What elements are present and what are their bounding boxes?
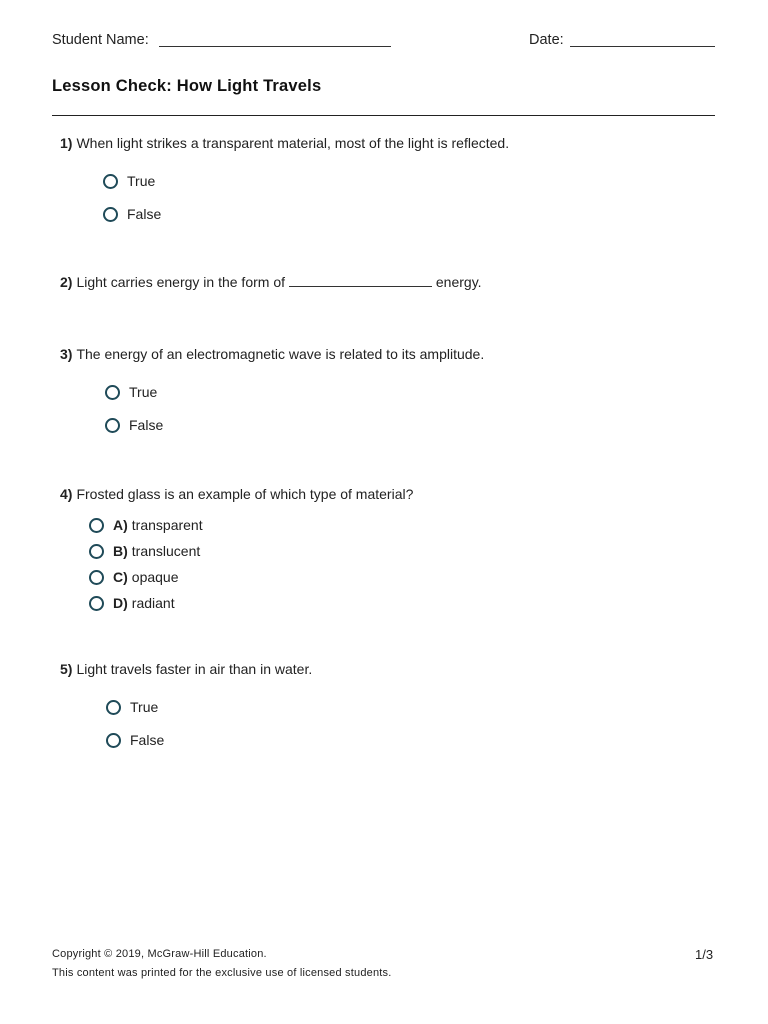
option-letter: C) [113, 569, 128, 585]
option-label: translucent [131, 543, 201, 559]
q1-option-false[interactable] [103, 206, 161, 222]
student-name-field[interactable] [159, 46, 391, 47]
radio-button[interactable] [103, 174, 118, 189]
option-label: False [129, 417, 164, 433]
q3-option-false[interactable] [105, 417, 163, 433]
radio-button[interactable] [89, 518, 104, 533]
radio-button[interactable] [89, 596, 104, 611]
question-text-after: energy. [435, 274, 482, 290]
date-field[interactable] [570, 46, 715, 47]
date-label: Date: [529, 32, 564, 48]
option-letter: D) [113, 595, 128, 611]
radio-button[interactable] [105, 385, 120, 400]
question-number: 1) [60, 135, 73, 151]
question-text-before: Light carries energy in the form of [76, 274, 285, 290]
page-title: Lesson Check: How Light Travels [52, 77, 322, 95]
option-label: False [127, 206, 162, 222]
page-number: 1/3 [695, 947, 714, 962]
radio-button[interactable] [106, 733, 121, 748]
q5-option-true[interactable] [106, 699, 158, 715]
question-number: 5) [60, 661, 73, 677]
question-3 [60, 346, 484, 362]
option-label: radiant [131, 595, 175, 611]
question-text: The energy of an electromagnetic wave is related to its amplitude. [76, 346, 485, 362]
fill-in-blank[interactable] [289, 274, 432, 287]
radio-button[interactable] [89, 570, 104, 585]
option-letter: A) [113, 517, 128, 533]
title-divider [52, 115, 715, 116]
radio-button[interactable] [106, 700, 121, 715]
q4-option-c[interactable] [89, 569, 179, 585]
q4-option-d[interactable] [89, 595, 175, 611]
q4-option-b[interactable] [89, 543, 200, 559]
student-name-label: Student Name: [52, 32, 149, 48]
question-number: 2) [60, 274, 73, 290]
question-number: 3) [60, 346, 73, 362]
question-text: Frosted glass is an example of which type of material? [76, 486, 414, 502]
question-2 [60, 274, 482, 290]
question-5 [60, 661, 312, 677]
option-label: True [127, 173, 156, 189]
radio-button[interactable] [105, 418, 120, 433]
option-label: True [130, 699, 159, 715]
radio-button[interactable] [89, 544, 104, 559]
question-1 [60, 135, 509, 151]
q1-option-true[interactable] [103, 173, 155, 189]
q3-option-true[interactable] [105, 384, 157, 400]
q5-option-false[interactable] [106, 732, 164, 748]
option-letter: B) [113, 543, 128, 559]
question-text: Light travels faster in air than in water. [76, 661, 313, 677]
license-notice: This content was printed for the exclusive use of licensed students. [52, 967, 392, 979]
question-number: 4) [60, 486, 73, 502]
question-text: When light strikes a transparent material, most of the light is reflected. [76, 135, 510, 151]
option-label: False [130, 732, 165, 748]
q4-option-a[interactable] [89, 517, 203, 533]
option-label: opaque [131, 569, 179, 585]
radio-button[interactable] [103, 207, 118, 222]
copyright-text: Copyright © 2019, McGraw-Hill Education. [52, 948, 267, 960]
question-4 [60, 486, 413, 502]
option-label: transparent [131, 517, 203, 533]
option-label: True [129, 384, 158, 400]
